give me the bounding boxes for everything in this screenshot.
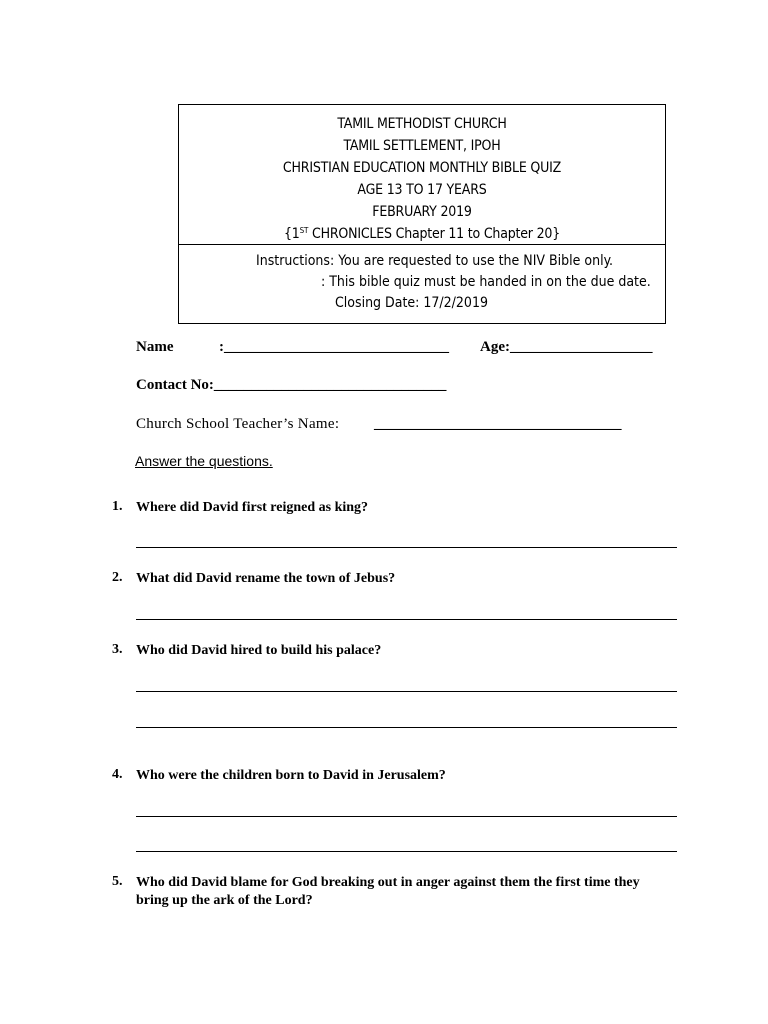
question-3 bbox=[112, 642, 666, 660]
age-group: AGE 13 TO 17 YEARS bbox=[357, 182, 487, 198]
question-text: Who did David hired to build his palace? bbox=[136, 643, 382, 658]
answer-line-3a[interactable] bbox=[136, 691, 677, 692]
scripture-range-suffix: CHRONICLES Chapter 11 to Chapter 20} bbox=[308, 226, 561, 242]
question-number: 1. bbox=[112, 499, 123, 514]
instruction-niv: Instructions: You are requested to use the NIV Bible only. bbox=[256, 253, 614, 269]
header-title-block bbox=[179, 105, 665, 245]
question-5 bbox=[112, 874, 666, 910]
scripture-range-prefix: {1 bbox=[283, 226, 300, 242]
name-field bbox=[136, 339, 449, 356]
question-number: 3. bbox=[112, 642, 123, 657]
question-4 bbox=[112, 767, 666, 785]
question-2 bbox=[112, 570, 666, 588]
question-text: Who did David blame for God breaking out in anger against them the first time they bring up the ark of the Lord? bbox=[136, 875, 640, 908]
answer-line-4b[interactable] bbox=[136, 851, 677, 852]
answer-line-1[interactable] bbox=[136, 547, 677, 548]
scripture-range-sup: ST bbox=[299, 226, 309, 235]
instruction-due: : This bible quiz must be handed in on the due date. bbox=[321, 274, 651, 290]
church-name: TAMIL METHODIST CHURCH bbox=[337, 116, 507, 132]
closing-date: Closing Date: 17/2/2019 bbox=[335, 295, 488, 311]
age-field[interactable]: Age:___________________ bbox=[480, 339, 653, 355]
church-location: TAMIL SETTLEMENT, IPOH bbox=[343, 138, 501, 154]
name-label: Name bbox=[136, 339, 174, 355]
question-text: What did David rename the town of Jebus? bbox=[136, 571, 396, 586]
teacher-name-blank[interactable]: _________________________________ bbox=[374, 416, 622, 432]
answer-heading: Answer the questions. bbox=[135, 453, 273, 469]
name-blank[interactable]: :______________________________ bbox=[219, 339, 449, 355]
scripture-range bbox=[179, 223, 665, 245]
quiz-month: FEBRUARY 2019 bbox=[372, 204, 472, 220]
quiz-title: CHRISTIAN EDUCATION MONTHLY BIBLE QUIZ bbox=[282, 160, 562, 176]
answer-line-4a[interactable] bbox=[136, 816, 677, 817]
contact-field[interactable]: Contact No:_______________________________ bbox=[136, 377, 447, 393]
teacher-name-label: Church School Teacher’s Name: bbox=[136, 416, 340, 432]
question-text: Who were the children born to David in Jerusalem? bbox=[136, 768, 446, 783]
question-number: 4. bbox=[112, 767, 123, 782]
answer-line-2[interactable] bbox=[136, 619, 677, 620]
answer-line-3b[interactable] bbox=[136, 727, 677, 728]
question-number: 2. bbox=[112, 570, 123, 585]
quiz-header-box bbox=[178, 104, 666, 324]
question-1 bbox=[112, 499, 666, 517]
question-text: Where did David first reigned as king? bbox=[136, 500, 369, 515]
question-number: 5. bbox=[112, 874, 123, 889]
